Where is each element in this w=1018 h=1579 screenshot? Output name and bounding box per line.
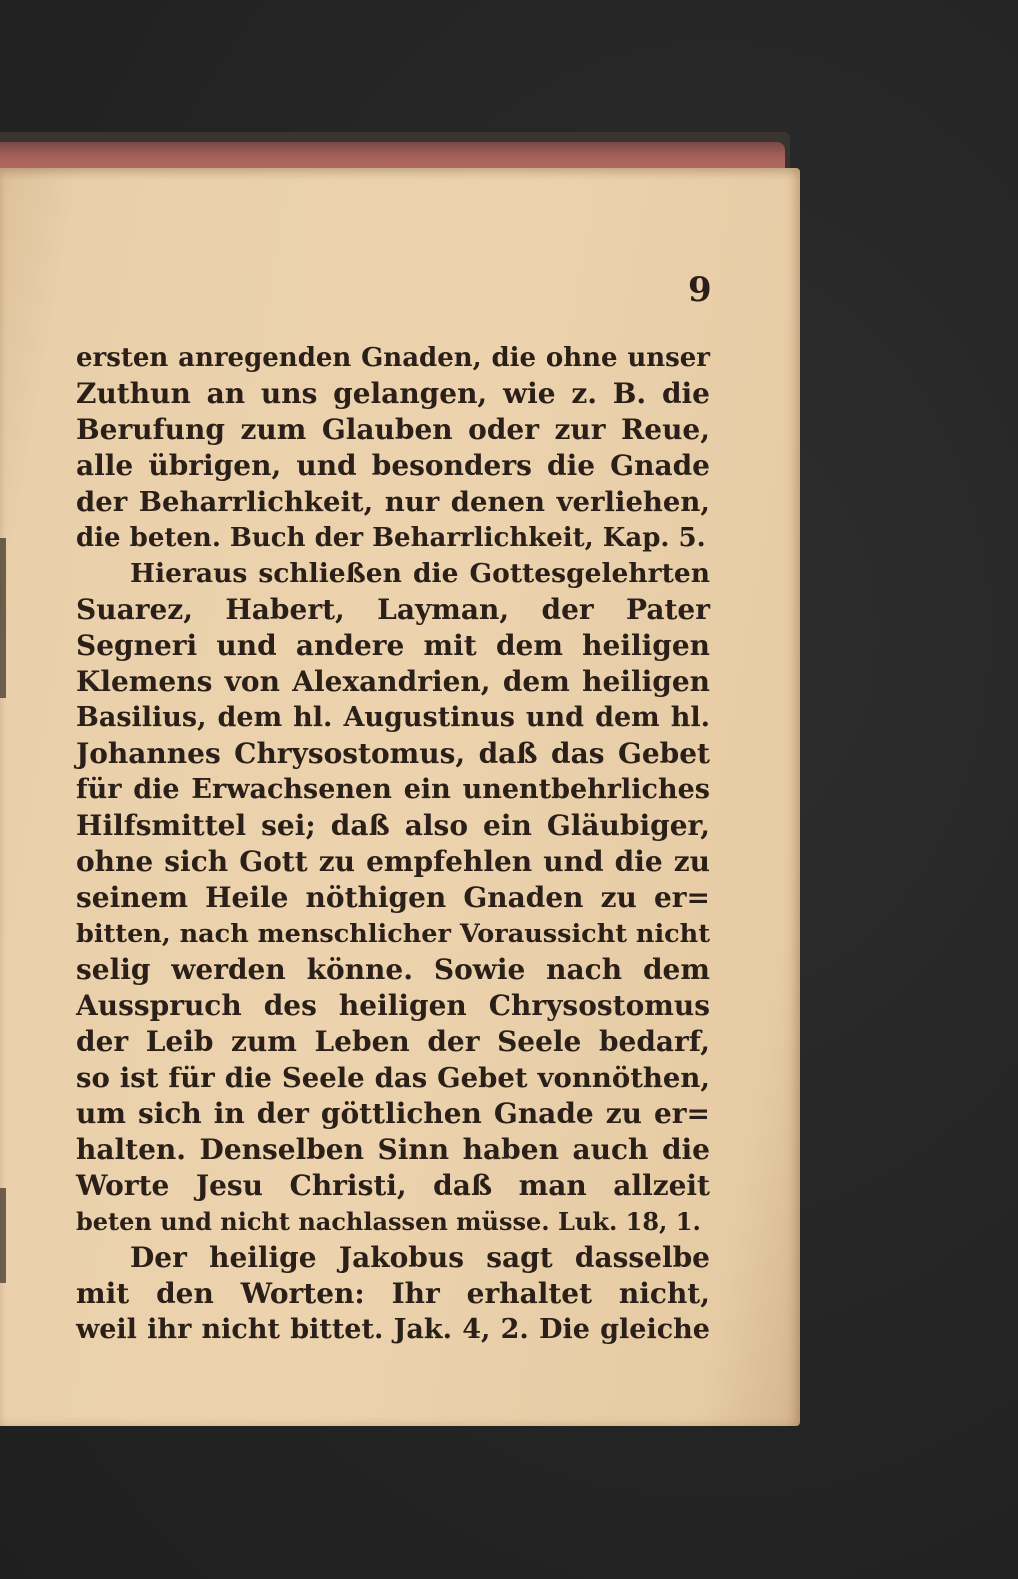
- text-line: Berufung zum Glauben oder zur Reue,: [76, 413, 710, 446]
- text-line: alle übrigen, und besonders die Gnade: [76, 449, 710, 482]
- text-line: um sich in der göttlichen Gnade zu er=: [76, 1097, 710, 1130]
- text-line: Worte Jesu Christi, daß man allzeit: [76, 1169, 710, 1202]
- text-line: Der heilige Jakobus sagt dasselbe: [130, 1241, 710, 1274]
- text-line: Segneri und andere mit dem heiligen: [76, 629, 710, 662]
- text-line: bitten, nach menschlicher Voraussicht nicht: [76, 919, 710, 949]
- gutter-mark: [0, 1188, 6, 1283]
- text-line: Suarez, Habert, Layman, der Pater: [76, 593, 710, 626]
- text-line: selig werden könne. Sowie nach dem: [76, 953, 710, 986]
- text-line: beten und nicht nachlassen müsse. Luk. 18, 1.: [76, 1207, 701, 1236]
- text-line: mit den Worten: Ihr erhaltet nicht,: [76, 1277, 710, 1310]
- text-line: Basilius, dem hl. Augustinus und dem hl.: [76, 702, 710, 733]
- text-line: für die Erwachsenen ein unentbehrliches: [76, 774, 710, 805]
- text-line: seinem Heile nöthigen Gnaden zu er=: [76, 881, 710, 914]
- text-line: Johannes Chrysostomus, daß das Gebet: [76, 737, 710, 770]
- text-line: Zuthun an uns gelangen, wie z. B. die: [76, 377, 710, 410]
- text-line: ersten anregenden Gnaden, die ohne unser: [76, 343, 710, 373]
- text-line: Ausspruch des heiligen Chrysostomus: [76, 989, 710, 1022]
- text-line: Hieraus schließen die Gottesgelehrten: [130, 558, 710, 589]
- page-number: 9: [688, 270, 712, 310]
- text-line: der Leib zum Leben der Seele bedarf,: [76, 1025, 710, 1058]
- page-text: [76, 340, 710, 1348]
- text-line: ohne sich Gott zu empfehlen und die zu: [76, 845, 710, 878]
- gutter-mark: [0, 538, 6, 698]
- text-line: so ist für die Seele das Gebet vonnöthen,: [76, 1062, 710, 1094]
- text-line: die beten. Buch der Beharrlichkeit, Kap. 5.: [76, 523, 706, 553]
- text-line: Klemens von Alexandrien, dem heiligen: [76, 665, 710, 698]
- text-line: halten. Denselben Sinn haben auch die: [76, 1133, 710, 1166]
- text-line: Hilfsmittel sei; daß also ein Gläubiger,: [76, 809, 710, 842]
- text-line: der Beharrlichkeit, nur denen verliehen,: [76, 486, 710, 518]
- text-line: weil ihr nicht bittet. Jak. 4, 2. Die gleiche: [76, 1314, 710, 1345]
